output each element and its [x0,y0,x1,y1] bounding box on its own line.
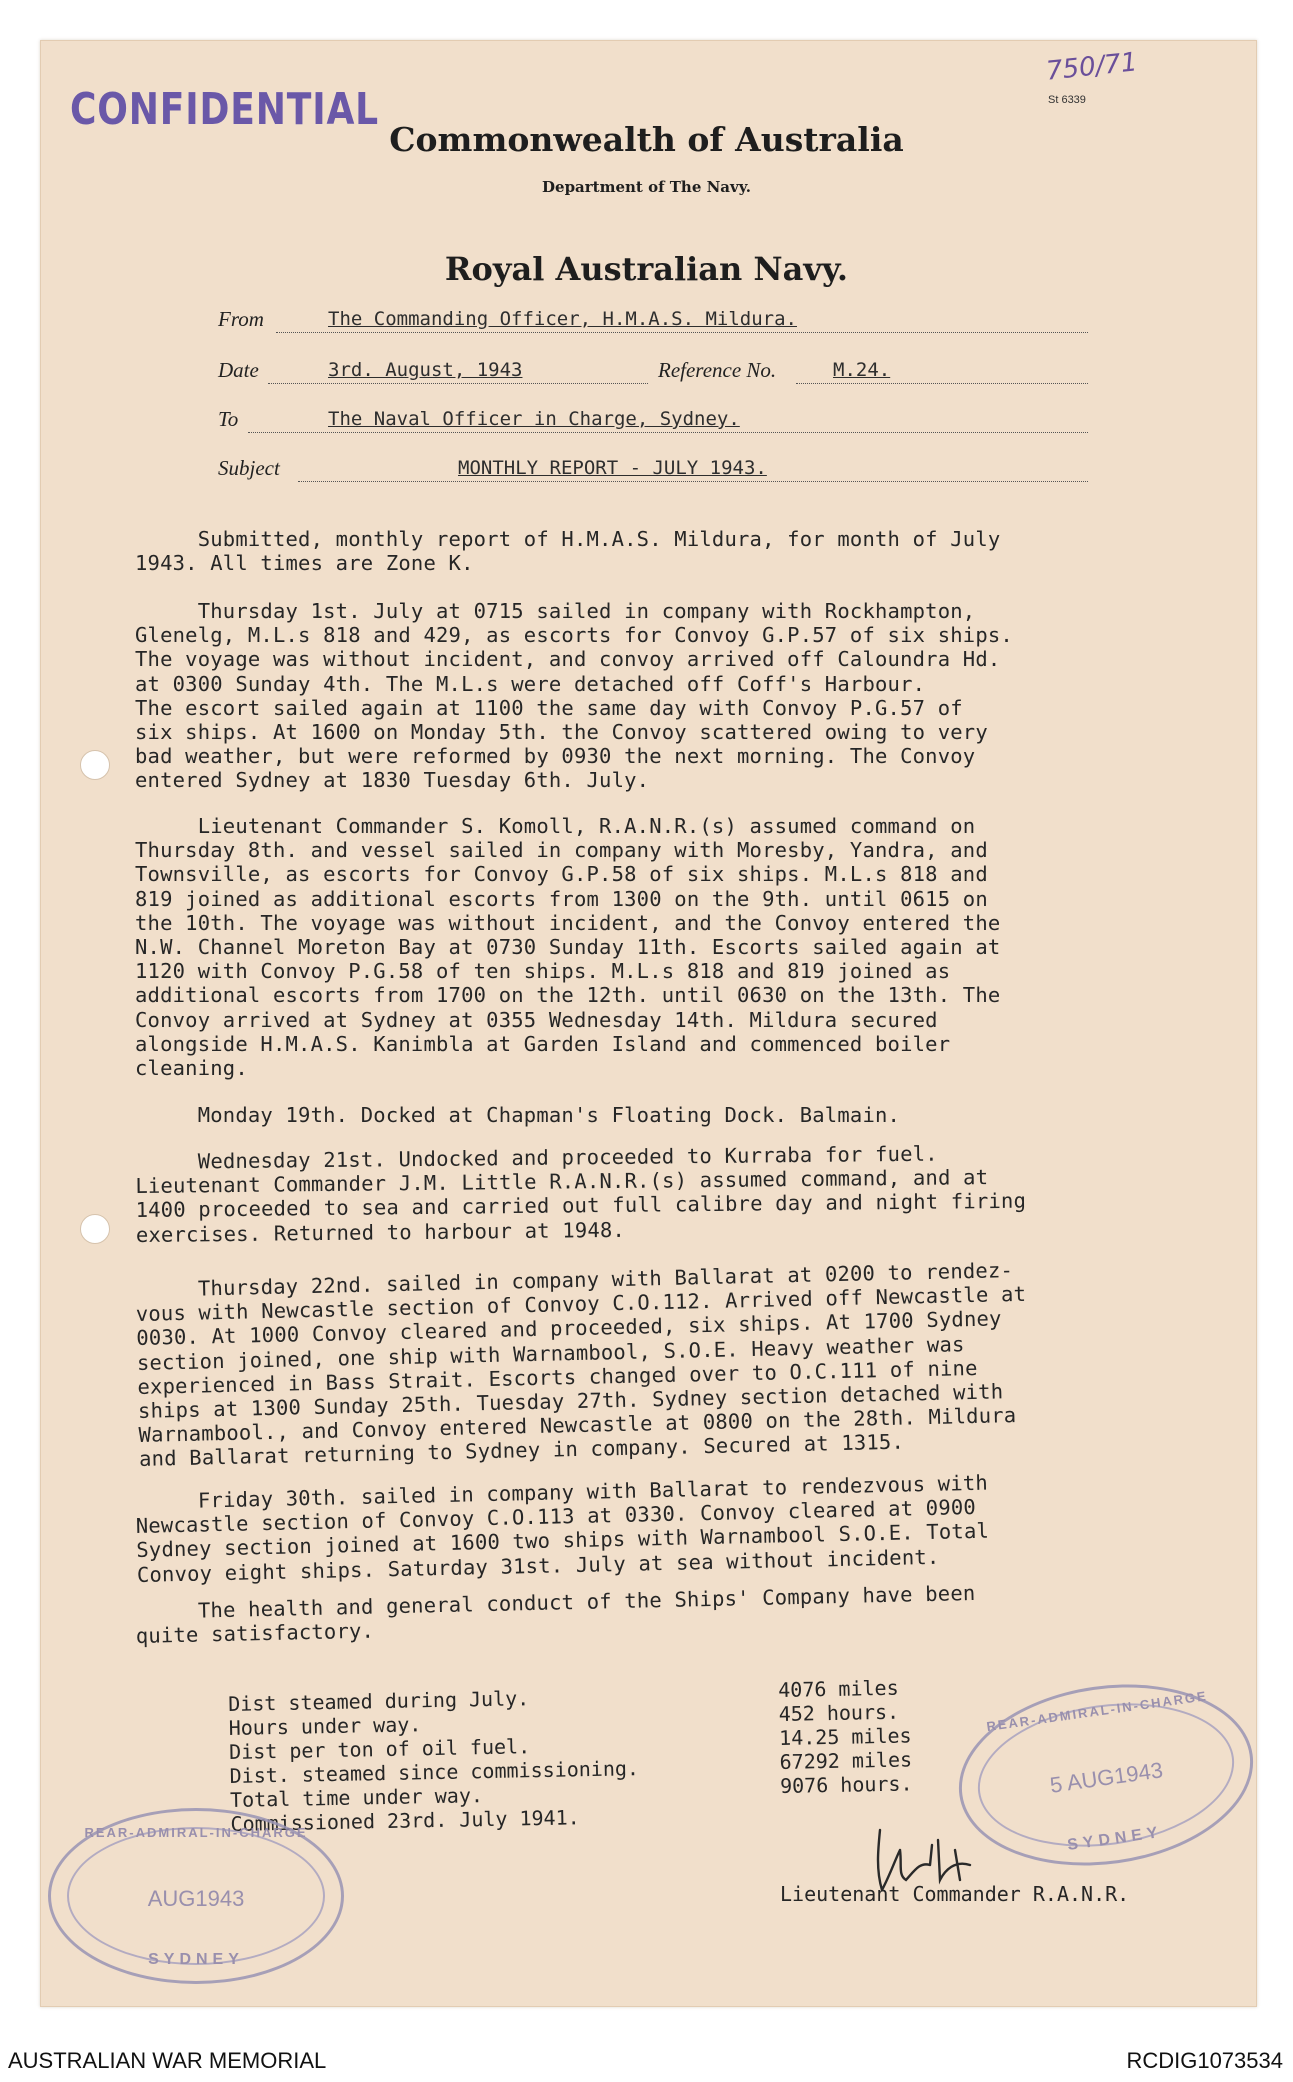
stamp-bottom-text: SYDNEY [1066,1823,1164,1854]
stamp-date: AUG1943 [147,1886,245,1912]
stamp-top-text: REAR-ADMIRAL-IN-CHARGE [84,1825,308,1840]
reference-dotted-line [796,382,1088,384]
paragraph-convoy-gp57: Thursday 1st. July at 0715 sailed in company with Rockhampton, Glenelg, M.L.s 818 and 429, as escorts for Convoy G.P.57 of six ships. The voyage was without incident, and convoy arrived off Caloundra Hd. at 0300 Sunday 4th. The M.L.s were detached off Coff's Harbour. The escort sailed again at 1100 the same day with Convoy P.G.57 of six ships. At 1600 on Monday 5th. the Convoy scattered owing to very bad weather, but were reformed by 0930 the next morning. The Convoy entered Sydney at 1830 Tuesday 6th. July. [135,599,1013,793]
subject-row [218,451,1088,485]
paragraph-convoy-gp58: Lieutenant Commander S. Komoll, R.A.N.R.(s) assumed command on Thursday 8th. and vessel sailed in company with Moresby, Yandra, and Townsville, as escorts for Convoy G.P.58 of six ships. M.L.s 818 and 819 joined as additional escorts from 1300 on the 9th. until 0615 on the 10th. The voyage was without incident, and the Convoy entered the N.W. Channel Moreton Bay at 0730 Sunday 11th. Escorts sailed again at 1120 with Convoy P.G.58 of ten ships. M.L.s 818 and 819 joined as additional escorts from 1700 on the 12th. until 0630 on the 13th. The Convoy arrived at Sydney at 0355 Wednesday 14th. Mildura secured alongside H.M.A.S. Kanimbla at Garden Island and commenced boiler cleaning. [135,814,1001,1081]
to-label: To [218,407,239,431]
to-dotted-line [248,431,1088,433]
date-value: 3rd. August, 1943 [328,359,523,381]
date-label: Date [218,358,259,382]
paragraph-convoy-co113: Friday 30th. sailed in company with Ballarat to rendezvous with Newcastle section of Convoy C.O.113 at 0330. Convoy cleared at 0900 Sydney section joined at 1600 two ships with Warnambool S.O.E. Total Convoy eight ships. Saturday 31st. July at sea without incident. [135,1470,990,1587]
reference-label: Reference No. [658,358,777,382]
date-row [218,353,1088,387]
stats-values: 4076 miles 452 hours. 14.25 miles 67292 miles 9076 hours. [778,1675,913,1798]
subject-label: Subject [218,456,280,480]
stamp-top-text: REAR-ADMIRAL-IN-CHARGE [985,1688,1209,1735]
form-number: St 6339 [1048,94,1086,106]
archive-credit: AUSTRALIAN WAR MEMORIAL [8,2048,327,2073]
punch-hole-bottom [80,1214,110,1244]
from-label: From [218,307,264,331]
from-row [218,302,1088,336]
stamp-bottom-text: SYDNEY [148,1951,244,1968]
paragraph-docked: Monday 19th. Docked at Chapman's Floating Dock. Balmain. [135,1103,901,1127]
confidential-stamp: CONFIDENTIAL [70,84,379,135]
from-dotted-line [276,331,1088,333]
paragraph-health: The health and general conduct of the Ships' Company have been quite satisfactory. [135,1580,976,1649]
to-value: The Naval Officer in Charge, Sydney. [328,408,740,430]
paragraph-undocked: Wednesday 21st. Undocked and proceeded to Kurraba for fuel. Lieutenant Commander J.M. Little R.A.N.R.(s) assumed command, and at 1400 proceeded to sea and carried out full calibre day and night firing exercises. Returned to harbour at 1948. [135,1141,1027,1247]
archive-id: RCDIG1073534 [1126,2048,1283,2073]
stamp-date: 5 AUG1943 [1048,1757,1165,1799]
handwritten-reference: 750/71 [1044,47,1139,87]
punch-hole-top [80,750,110,780]
signature-title: Lieutenant Commander R.A.N.R. [780,1882,1130,1906]
stats-labels: Dist steamed during July. Hours under way. Dist per ton of oil fuel. Dist. steamed since commissioning. Total time under way. Commissioned 23rd. July 1941. [228,1686,640,1836]
commonwealth-heading: Commonwealth of Australia [389,120,904,159]
paragraph-submitted: Submitted, monthly report of H.M.A.S. Mildura, for month of July 1943. All times are Zone K. [135,527,1001,576]
to-row [218,402,1088,436]
date-dotted-line [268,382,648,384]
from-value: The Commanding Officer, H.M.A.S. Mildura. [328,308,797,330]
subject-value: MONTHLY REPORT - JULY 1943. [458,457,767,479]
subject-dotted-line [298,480,1088,482]
reference-value: M.24. [833,359,891,381]
receipt-stamp-left [48,1808,344,1984]
service-heading: Royal Australian Navy. [444,250,849,288]
department-heading: Department of The Navy. [542,178,751,196]
paragraph-convoy-co112: Thursday 22nd. sailed in company with Ballarat at 0200 to rendez- vous with Newcastle section of Convoy C.O.112. Arrived off Newcastle at 0030. At 1000 Convoy cleared and proceeded, six ships. At 1700 Sydney section joined, one ship with Warnambool, S.O.E. Heavy weather was experienced in Bass Strait. Escorts changed over to O.C.111 of nine ships at 1300 Sunday 25th. Tuesday 27th. Sydney section detached with Warnambool., and Convoy entered Newcastle at 0800 on the 28th. Mildura and Ballarat returning to Sydney in company. Secured at 1315. [135,1258,1027,1472]
